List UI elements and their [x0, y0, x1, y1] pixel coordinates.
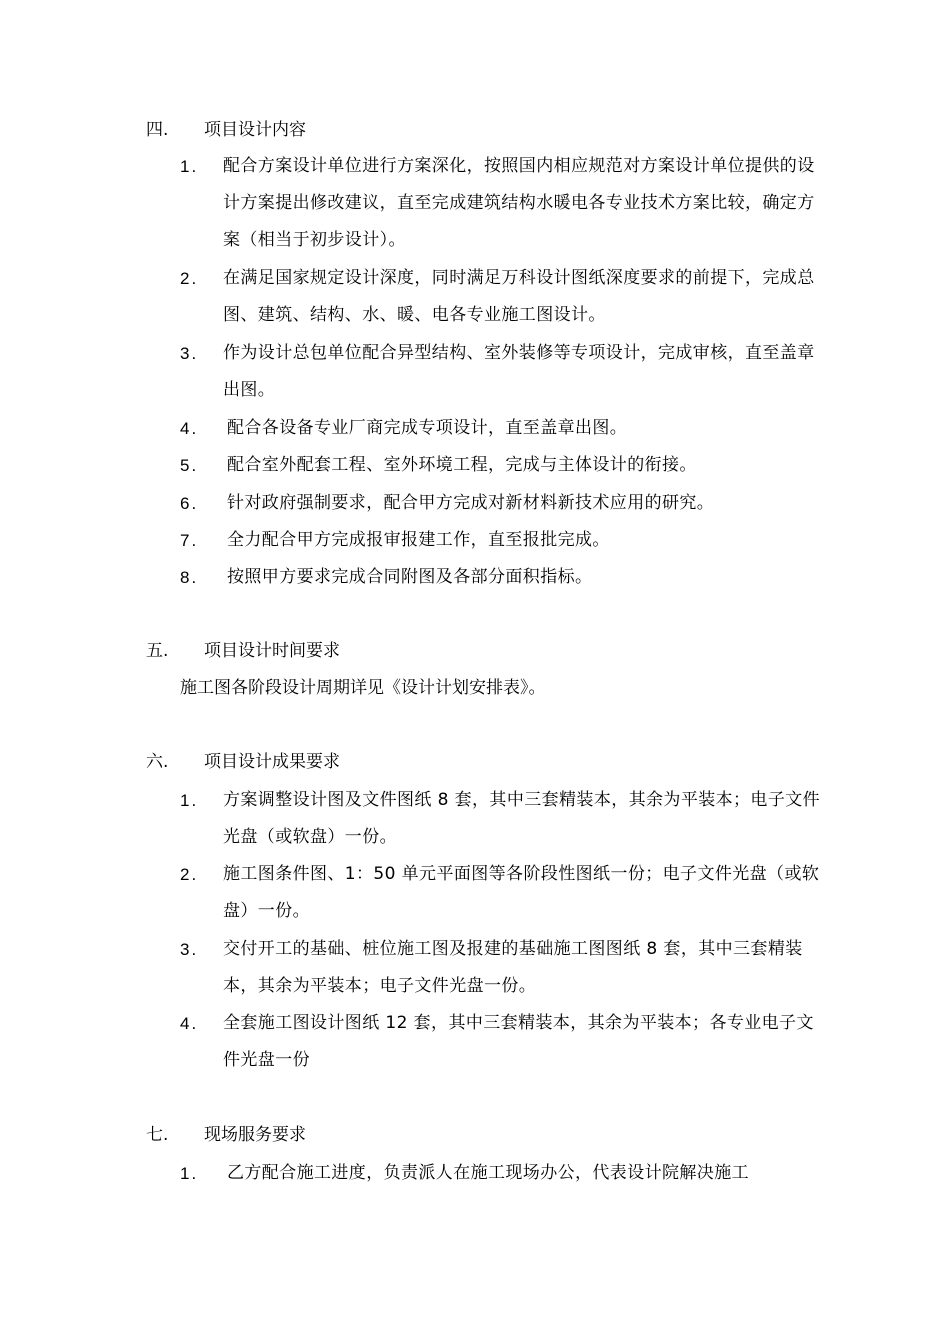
- item-number: 8.: [180, 568, 199, 587]
- item-number: 7.: [180, 531, 199, 550]
- item-text: 配合方案设计单位进行方案深化，按照国内相应规范对方案设计单位提供的设计方案提出修改建议，直至完成建筑结构水暖电各专业技术方案比较，确定方案（相当于初步设计）。: [223, 156, 815, 250]
- item-text: 作为设计总包单位配合异型结构、室外装修等专项设计，完成审核，直至盖章出图。: [223, 343, 815, 400]
- item-text: 针对政府强制要求，配合甲方完成对新材料新技术应用的研究。: [227, 493, 715, 513]
- item-text: 配合室外配套工程、室外环境工程，完成与主体设计的衔接。: [227, 455, 697, 475]
- item-number: 3.: [180, 344, 199, 363]
- item-number: 3.: [180, 940, 199, 959]
- section-title: 现场服务要求: [204, 1125, 306, 1145]
- item-text: 配合各设备专业厂商完成专项设计，直至盖章出图。: [227, 418, 628, 438]
- section-heading-6: [146, 744, 340, 780]
- item-text: 乙方配合施工进度，负责派人在施工现场办公，代表设计院解决施工: [227, 1163, 749, 1183]
- section-number: 五.: [146, 641, 169, 661]
- item-text: 全力配合甲方完成报审报建工作，直至报批完成。: [227, 530, 610, 550]
- item-text: 在满足国家规定设计深度，同时满足万科设计图纸深度要求的前提下，完成总图、建筑、结构、水、暖、电各专业施工图设计。: [223, 268, 815, 325]
- item-number: 2.: [180, 269, 199, 288]
- item-text: 方案调整设计图及文件图纸 8 套，其中三套精装本，其余为平装本；电子文件光盘（或软盘）一份。: [223, 790, 821, 847]
- item-number: 1.: [180, 1164, 199, 1183]
- section-number: 七.: [146, 1125, 169, 1145]
- item-number: 1.: [180, 157, 199, 176]
- item-text: 全套施工图设计图纸 12 套，其中三套精装本，其余为平装本；各专业电子文件光盘一份: [223, 1013, 814, 1070]
- section-number: 四.: [146, 120, 169, 140]
- item-text: 交付开工的基础、桩位施工图及报建的基础施工图图纸 8 套，其中三套精装本，其余为平装本；电子文件光盘一份。: [223, 939, 803, 996]
- item-number: 4.: [180, 1014, 199, 1033]
- section-paragraph: 施工图各阶段设计周期详见《设计计划安排表》。: [180, 678, 546, 698]
- item-number: 6.: [180, 494, 199, 513]
- item-number: 1.: [180, 791, 199, 810]
- section-number: 六.: [146, 752, 169, 772]
- section-title: 项目设计时间要求: [204, 641, 340, 661]
- item-number: 2.: [180, 865, 199, 884]
- item-number: 4.: [180, 419, 199, 438]
- item-number: 5.: [180, 456, 199, 475]
- section-heading-5: [146, 633, 340, 669]
- item-text: 施工图条件图、1：50 单元平面图等各阶段性图纸一份；电子文件光盘（或软盘）一份。: [223, 864, 820, 921]
- item-text: 按照甲方要求完成合同附图及各部分面积指标。: [227, 567, 593, 587]
- section-heading-4: [146, 112, 306, 148]
- section-heading-7: [146, 1117, 306, 1153]
- section-title: 项目设计内容: [204, 120, 306, 140]
- section-title: 项目设计成果要求: [204, 752, 340, 772]
